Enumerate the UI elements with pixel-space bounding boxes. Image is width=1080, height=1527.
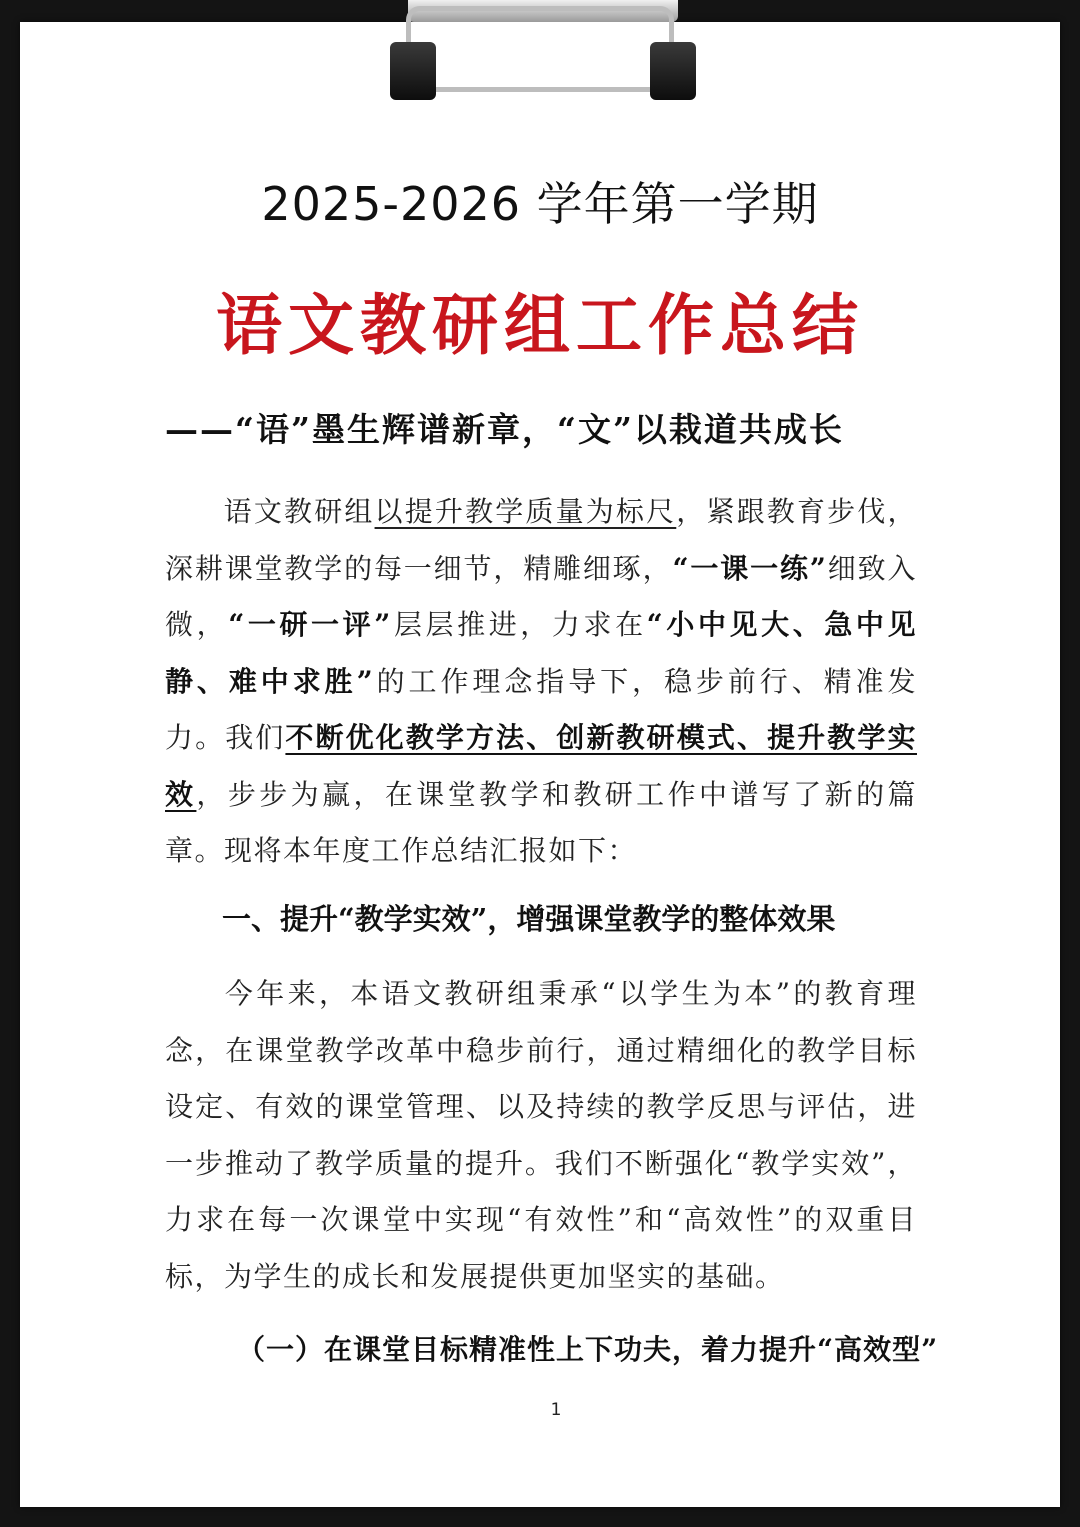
page-number: 1 <box>550 1400 562 1420</box>
clip-foot-right <box>650 42 696 100</box>
year-title: 2025-2026 学年第一学期 <box>261 177 819 231</box>
section-text: 今年来，本语文教研组秉承“以学生为本”的教育理念，在课堂教学改革中稳步前行，通过精细化的教学目标设定、有效的课堂管理、以及持续的教学反思与评估，进一步推动了教学质量的提升。我们不断强化“教学实效”，力求在每一次课堂中实现“有效性”和“高效性”的双重目标，为学生的成长和发展提供更加坚实的基础。 <box>165 977 917 1293</box>
section-paragraph <box>165 966 917 1305</box>
subtitle: ——“语”墨生辉谱新章，“文”以栽道共成长 <box>165 410 844 449</box>
clip-foot-left <box>390 42 436 100</box>
intro-text: 的工作理念指导下，稳步前行、精准发力。我们 <box>165 664 917 754</box>
intro-text: 细致入微， <box>165 551 917 641</box>
intro-text: 层层推进，力求在 <box>391 608 647 641</box>
clipboard-clip <box>388 0 698 110</box>
intro-bold-text: “一课一练” <box>672 551 828 585</box>
intro-bold-underlined-text: 不断优化教学方法、创新教研模式、提升教学实效 <box>165 721 917 811</box>
intro-text: ，紧跟教育步伐，深耕课堂教学的每一细节，精雕细琢， <box>165 495 917 585</box>
intro-bold-text: “小中见大、急中见静、难中求胜” <box>165 608 917 698</box>
intro-paragraph <box>165 484 917 880</box>
intro-underlined-text: 以提升教学质量为标尺 <box>374 495 677 528</box>
intro-text: 语文教研组 <box>223 495 375 528</box>
main-title: 语文教研组工作总结 <box>216 286 864 364</box>
section-heading: 一、提升“教学实效”，增强课堂教学的整体效果 <box>222 902 836 936</box>
intro-text: ，步步为赢，在课堂教学和教研工作中谱写了新的篇章。现将本年度工作总结汇报如下： <box>165 777 917 867</box>
subsection-heading: （一）在课堂目标精准性上下功夫，着力提升“高效型” <box>237 1333 939 1366</box>
intro-bold-text: “一研一评” <box>228 608 392 641</box>
clip-wire <box>406 6 674 92</box>
